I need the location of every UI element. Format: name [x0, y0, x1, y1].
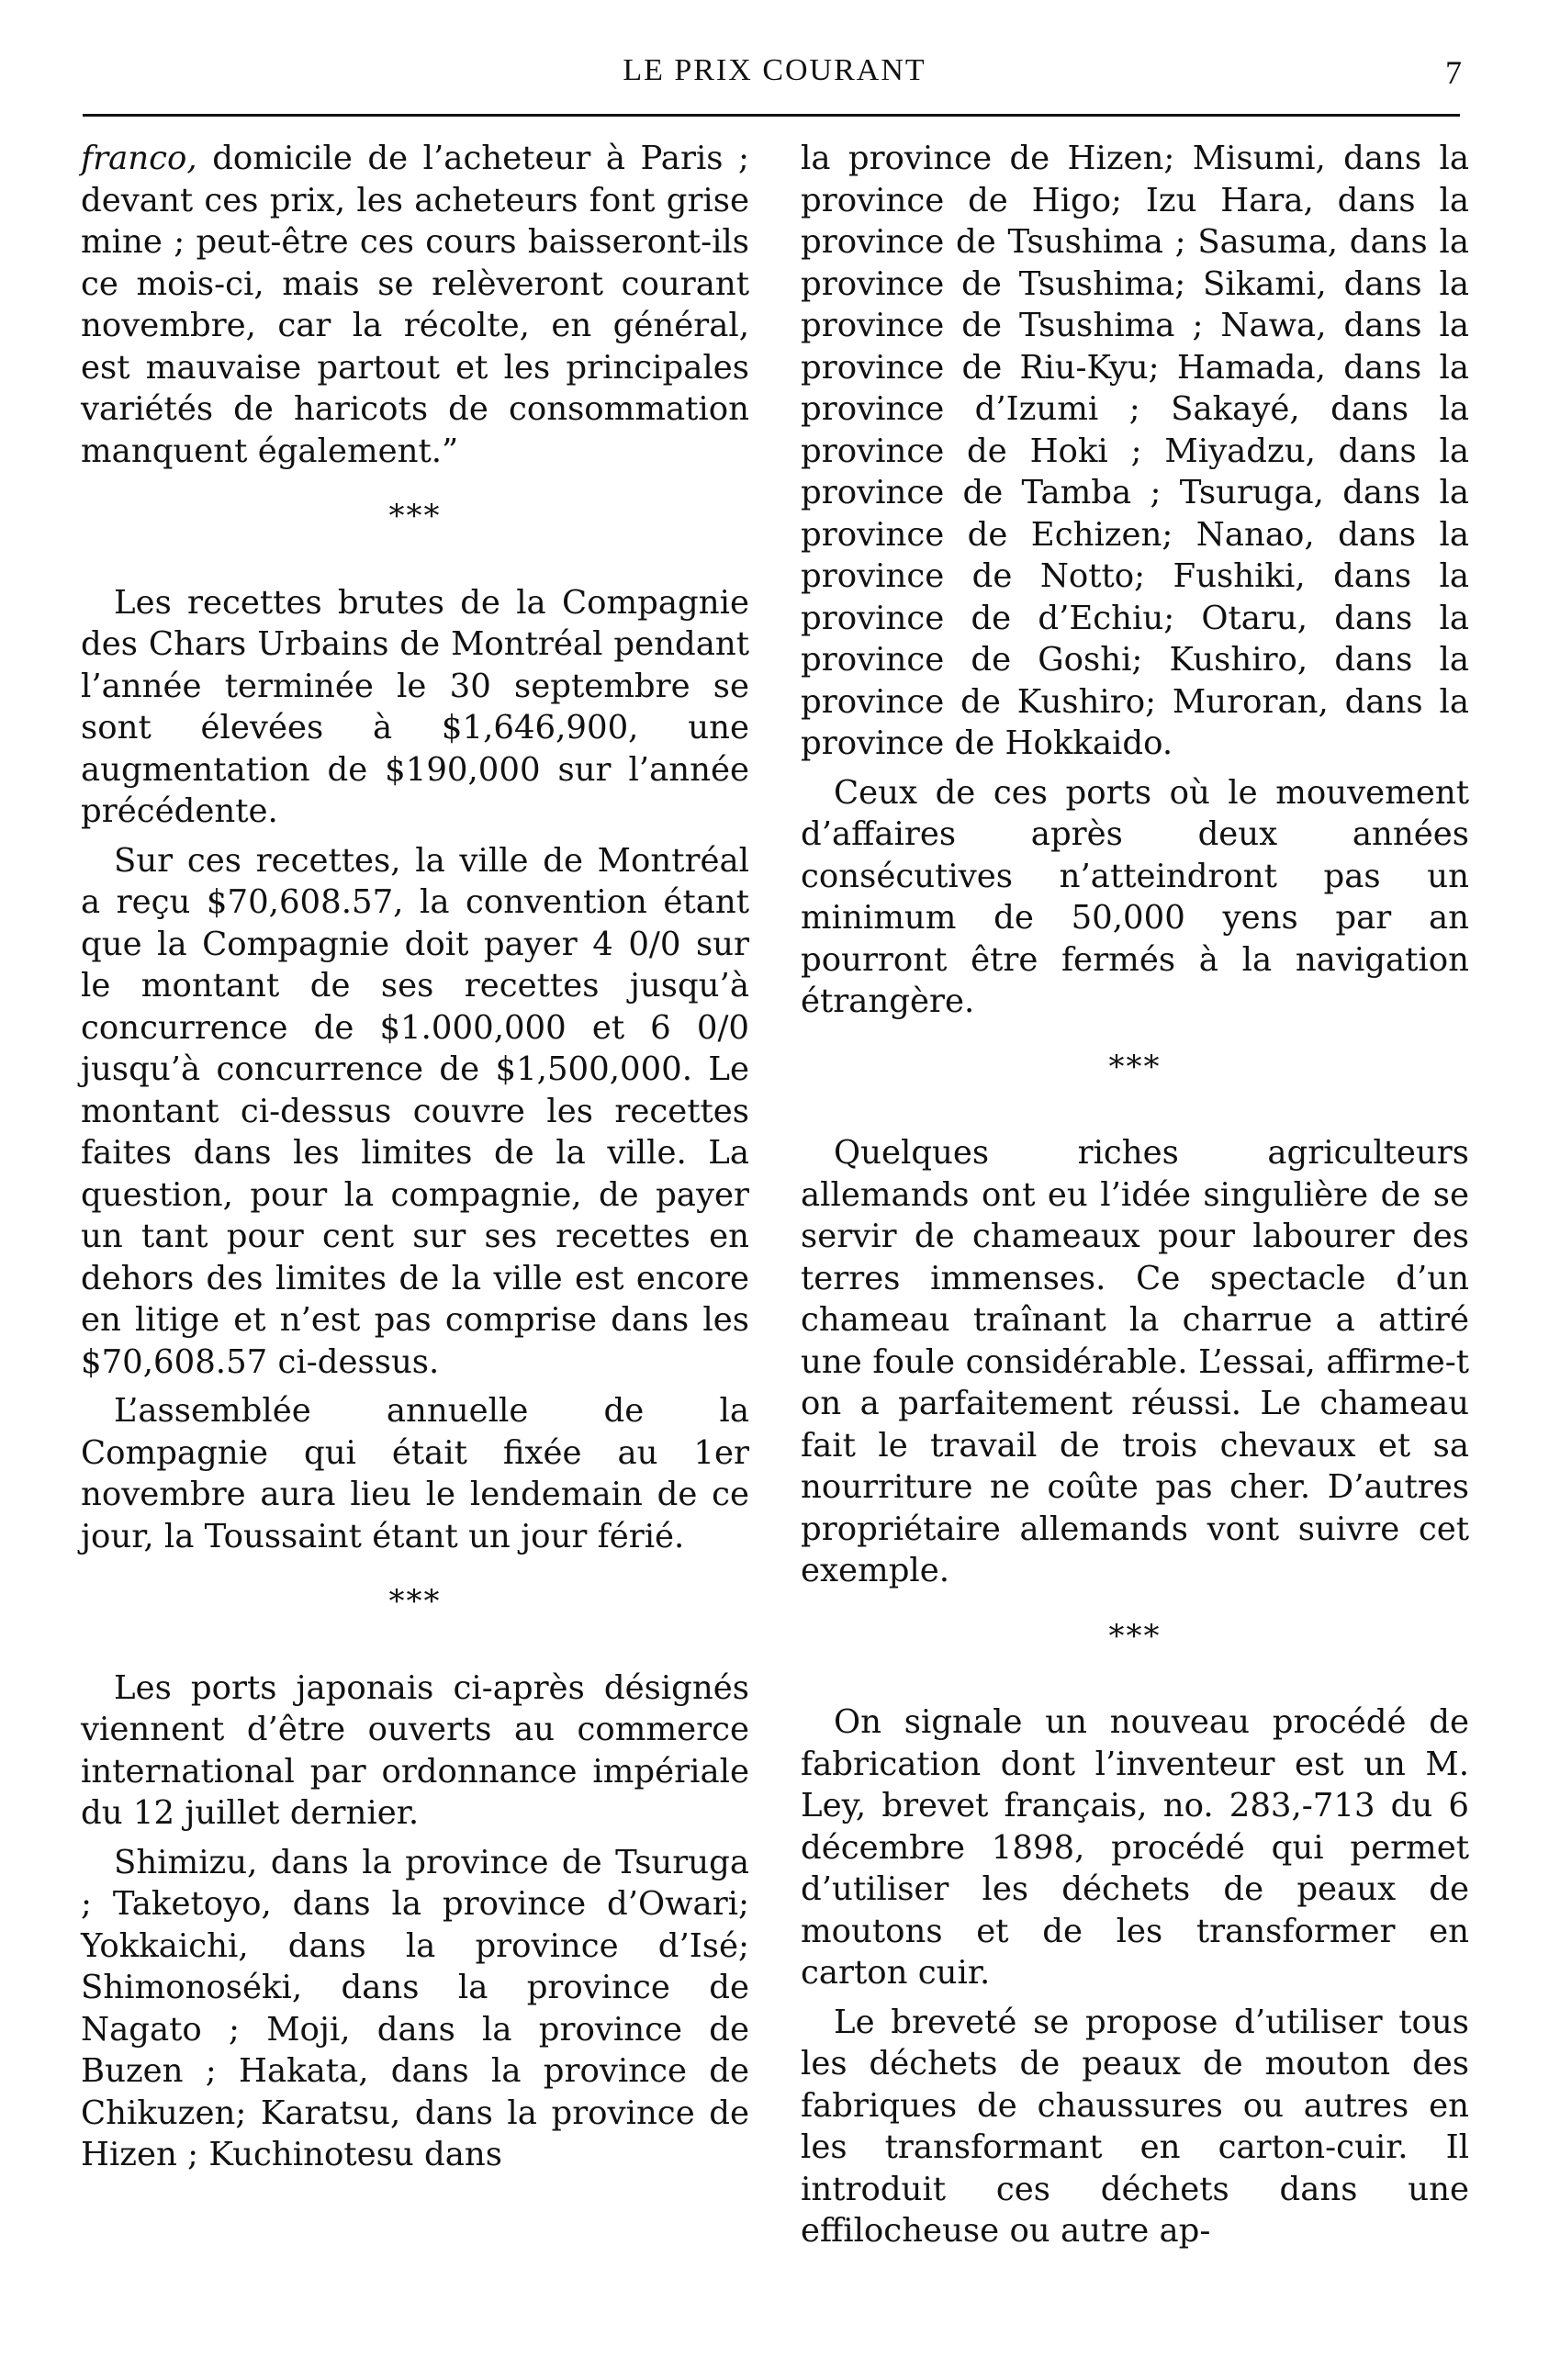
section-separator [801, 1047, 1469, 1089]
page-header [0, 53, 1549, 108]
asterism-icon: *** [1108, 1617, 1162, 1655]
paragraph-tramways-recettes: Les recettes brutes de la Compagnie des Chars Urbains de Montréal pendant l’année terminée le 30 septembre se sont élevées à $1,646,900, une augmentation de $190,000 sur l’année précédente. [81, 583, 749, 830]
paragraph-ports-japonais: Les ports japonais ci-après désignés viennent d’être ouverts au commerce international par ordonnance impériale du 12 juillet dernier. [81, 1668, 749, 1832]
section-separator [81, 1581, 749, 1623]
paragraph-chameaux: Quelques riches agriculteurs allemands ont eu l’idée singulière de se servir de chameaux pour labourer des terres immenses. Ce spectacle d’un chameau traînant la charrue a attiré une foule considérable. L’essai, affirme-t on a parfaitement réussi. Le chameau fait le travail de trois chevaux et sa nourriture ne coûte pas cher. D’autres propriétaire allemands vont suivre cet exemple. [801, 1134, 1469, 1589]
asterism-icon: *** [388, 1583, 442, 1620]
section-separator [801, 1616, 1469, 1658]
paragraph-franco [81, 138, 749, 472]
italic-lead: franco, [81, 140, 197, 177]
paragraph-assemblee: L’assemblée annuelle de la Compagnie qui était fixée au 1er novembre aura lieu le lendemain de ce jour, la Toussaint étant un jour férié. [81, 1392, 749, 1555]
header-rule [83, 114, 1460, 117]
paragraph-ports-fermeture: Ceux de ces ports où le mouvement d’affaires après deux années consécutives n’atteindront pas un minimum de 50,000 yens par an pourront être fermés à la navigation étrangère. [801, 773, 1469, 1020]
page-number: 7 [1445, 54, 1462, 91]
paragraph-ports-liste: Shimizu, dans la province de Tsuruga ; Taketoyo, dans la province d’Owari; Yokkaichi, dans la province d’Isé; Shimonoséki, dans la province de Nagato ; Moji, dans la province de Buzen ; Hakata, dans la province de Chikuzen; Karatsu, dans la province de Hizen ; Kuchinotesu dans [81, 1843, 749, 2173]
section-separator [81, 496, 749, 538]
asterism-icon: *** [388, 498, 442, 534]
paragraph-ports-suite: la province de Hizen; Misumi, dans la province de Higo; Izu Hara, dans la province de Tsushima ; Sasuma, dans la province de Tsushima; Sikami, dans la province de Tsushima ; Nawa, dans la province de Riu-Kyu; Hamada, dans la province d’Izumi ; Sakayé, dans la province de Hoki ; Miyadzu, dans la province de Tamba ; Tsuruga, dans la province de Echizen; Nanao, dans la province de Notto; Fushiki, dans la province de d’Echiu; Otaru, dans la province de Goshi; Kushiro, dans la province de Kushiro; Muroran, dans la province de Hokkaido. [801, 140, 1469, 762]
running-title: LE PRIX COURANT [623, 53, 926, 87]
asterism-icon: *** [1108, 1048, 1162, 1085]
paragraph-text: domicile de l’acheteur à Paris ; devant ces prix, les acheteurs font grise mine ; peut-être ces cours baisseront-ils ce mois-ci, mais se relèveront courant novembre, car la récolte, en général, est mauvaise partout et les principales variétés de haricots de consommation manquent également.” [81, 140, 749, 470]
right-column [801, 138, 1469, 2260]
paragraph-brevete: Le breveté se propose d’utiliser tous les déchets de peaux de mouton des fabriques de chaussures ou autres en les transformant en carton-cuir. Il introduit ces déchets dans une effilocheuse ou autre ap- [801, 2003, 1469, 2250]
paragraph-procede: On signale un nouveau procédé de fabrication dont l’inventeur est un M. Ley, brevet français, no. 283,-713 du 6 décembre 1898, procédé qui permet d’utiliser les déchets de peaux de moutons et de les transformer en carton cuir. [801, 1703, 1469, 1992]
left-column [81, 138, 749, 2184]
paragraph-tramways-ville: Sur ces recettes, la ville de Montréal a reçu $70,608.57, la convention étant que la Compagnie doit payer 4 0/0 sur le montant de ses recettes jusqu’à concurrence de $1.000,000 et 6 0/0 jusqu’à concurrence de $1,500,000. Le montant ci-dessus couvre les recettes faites dans les limites de la ville. La question, pour la compagnie, de payer un tant pour cent sur ses recettes en dehors des limites de la ville est encore en litige et n’est pas comprise dans les $70,608.57 ci-dessus. [81, 841, 749, 1381]
